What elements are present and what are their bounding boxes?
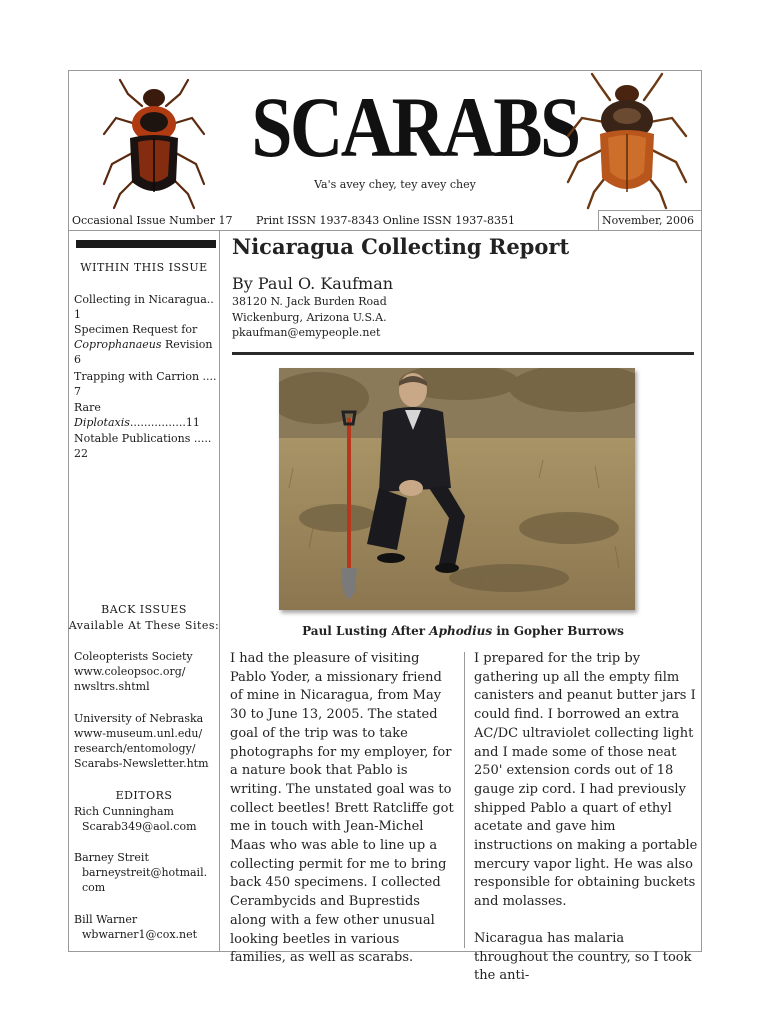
site-coleopterists-society bbox=[74, 649, 218, 694]
site-name: University of Nebraska bbox=[74, 712, 204, 725]
editor-rich-cunningham bbox=[74, 804, 218, 834]
newsletter-title: SCARABS bbox=[251, 79, 579, 175]
scarab-beetle-left-illustration bbox=[98, 72, 210, 210]
scarab-beetle-right-illustration bbox=[562, 70, 692, 210]
author-address bbox=[232, 294, 387, 341]
site-url-line: www.coleopsoc.org/ bbox=[74, 665, 186, 678]
editor-email: barneystreit@hotmail. bbox=[82, 866, 208, 879]
article-paragraph: Nicaragua has malaria throughout the country, so I took the anti- bbox=[474, 930, 692, 984]
photo-caption bbox=[232, 624, 694, 638]
article-column-1 bbox=[230, 650, 454, 968]
toc-item-diplotaxis bbox=[74, 400, 218, 430]
editor-email: com bbox=[82, 881, 106, 894]
sidebar bbox=[68, 231, 220, 952]
man-crouching-in-field-photo bbox=[279, 368, 635, 610]
site-name: Coleopterists Society bbox=[74, 650, 193, 663]
toc-item-publications: Notable Publications ..... 22 bbox=[74, 432, 212, 460]
address-street: 38120 N. Jack Burden Road bbox=[232, 295, 387, 308]
address-city: Wickenburg, Arizona U.S.A. bbox=[232, 310, 387, 324]
toc-revision-page: Revision 6 bbox=[74, 338, 213, 366]
toc-genus-diplotaxis: Diplotaxis bbox=[74, 416, 130, 429]
back-issues-subheading: Available At These Sites: bbox=[68, 619, 220, 632]
issue-info-bar bbox=[68, 212, 702, 231]
article-photo bbox=[279, 368, 635, 610]
editors-heading: EDITORS bbox=[115, 789, 173, 802]
sidebar-top-rule bbox=[76, 240, 216, 248]
article-paragraph: I prepared for the trip by gathering up all the empty film canisters and peanut butter jars I could find. I borrowed an extra AC/DC ultraviolet collecting light and I made some of those neat 250' extension cords out of 18 gauge zip cord. I had previously shipped Pablo a quart of ethyl acetate and gave him instructions on making a portable mercury vapor light. He was also responsible for obtaining buckets and molasses. bbox=[474, 651, 698, 910]
site-url-line: nwsltrs.shtml bbox=[74, 680, 150, 693]
caption-text-end: in Gopher Burrows bbox=[492, 624, 624, 638]
toc-genus-coprophanaeus: Coprophanaeus bbox=[74, 338, 162, 351]
editor-name: Rich Cunningham bbox=[74, 805, 174, 818]
editor-bill-warner bbox=[74, 912, 218, 942]
site-url-line: www-museum.unl.edu/ bbox=[74, 727, 203, 740]
issue-number: Occasional Issue Number 17 bbox=[72, 214, 233, 227]
editor-email: Scarab349@aol.com bbox=[82, 820, 197, 833]
issn-numbers: Print ISSN 1937-8343 Online ISSN 1937-8351 bbox=[256, 214, 516, 227]
masthead bbox=[68, 70, 702, 210]
site-url-line: research/entomology/ bbox=[74, 742, 196, 755]
toc-item-nicaragua: Collecting in Nicaragua.. 1 bbox=[74, 293, 214, 321]
toc-item-carrion: Trapping with Carrion .... 7 bbox=[74, 370, 217, 398]
editor-email: wbwarner1@cox.net bbox=[82, 928, 198, 941]
editor-name: Bill Warner bbox=[74, 913, 138, 926]
issue-date: November, 2006 bbox=[602, 214, 694, 227]
column-divider bbox=[464, 652, 465, 948]
newsletter-motto: Va's avey chey, tey avey chey bbox=[314, 178, 476, 191]
editor-barney-streit bbox=[74, 850, 218, 895]
toc-diplotaxis-page: ................11 bbox=[129, 416, 200, 429]
article-title: Nicaragua Collecting Report bbox=[232, 234, 570, 259]
article-column-2 bbox=[474, 650, 698, 986]
article-byline: By Paul O. Kaufman bbox=[232, 274, 394, 293]
author-email: pkaufman@emypeople.net bbox=[232, 326, 381, 339]
caption-genus-aphodius: Aphodius bbox=[429, 624, 493, 638]
caption-text: Paul Lusting After bbox=[302, 624, 430, 638]
within-this-issue-heading: WITHIN THIS ISSUE bbox=[80, 261, 208, 274]
toc-item-specimen-request bbox=[74, 322, 218, 367]
article-paragraph: I had the pleasure of visiting Pablo Yoder, a missionary friend of mine in Nicaragua, from May 30 to June 13, 2005. The stated goal of the trip was to take photographs for my employer, for a nature book that Pablo is writing. The unstated goal was to collect beetles! Brett Ratcliffe got me in touch with Jean-Michel Maas who was able to line up a collecting permit for me to bring back 450 specimens. I collected Cerambycids and Buprestids along with a few other unusual looking beetles in various families, as well as scarabs. bbox=[230, 651, 454, 966]
toc-item-specimen-request-line1: Specimen Request for bbox=[74, 323, 198, 336]
article-header-rule bbox=[232, 352, 694, 355]
editor-name: Barney Streit bbox=[74, 851, 149, 864]
toc-rare: Rare bbox=[74, 401, 101, 414]
back-issues-heading: BACK ISSUES bbox=[101, 603, 187, 616]
site-url-line: Scarabs-Newsletter.htm bbox=[74, 757, 209, 770]
toc-item-specimen-request-line2 bbox=[74, 337, 218, 367]
site-university-of-nebraska bbox=[74, 711, 218, 771]
